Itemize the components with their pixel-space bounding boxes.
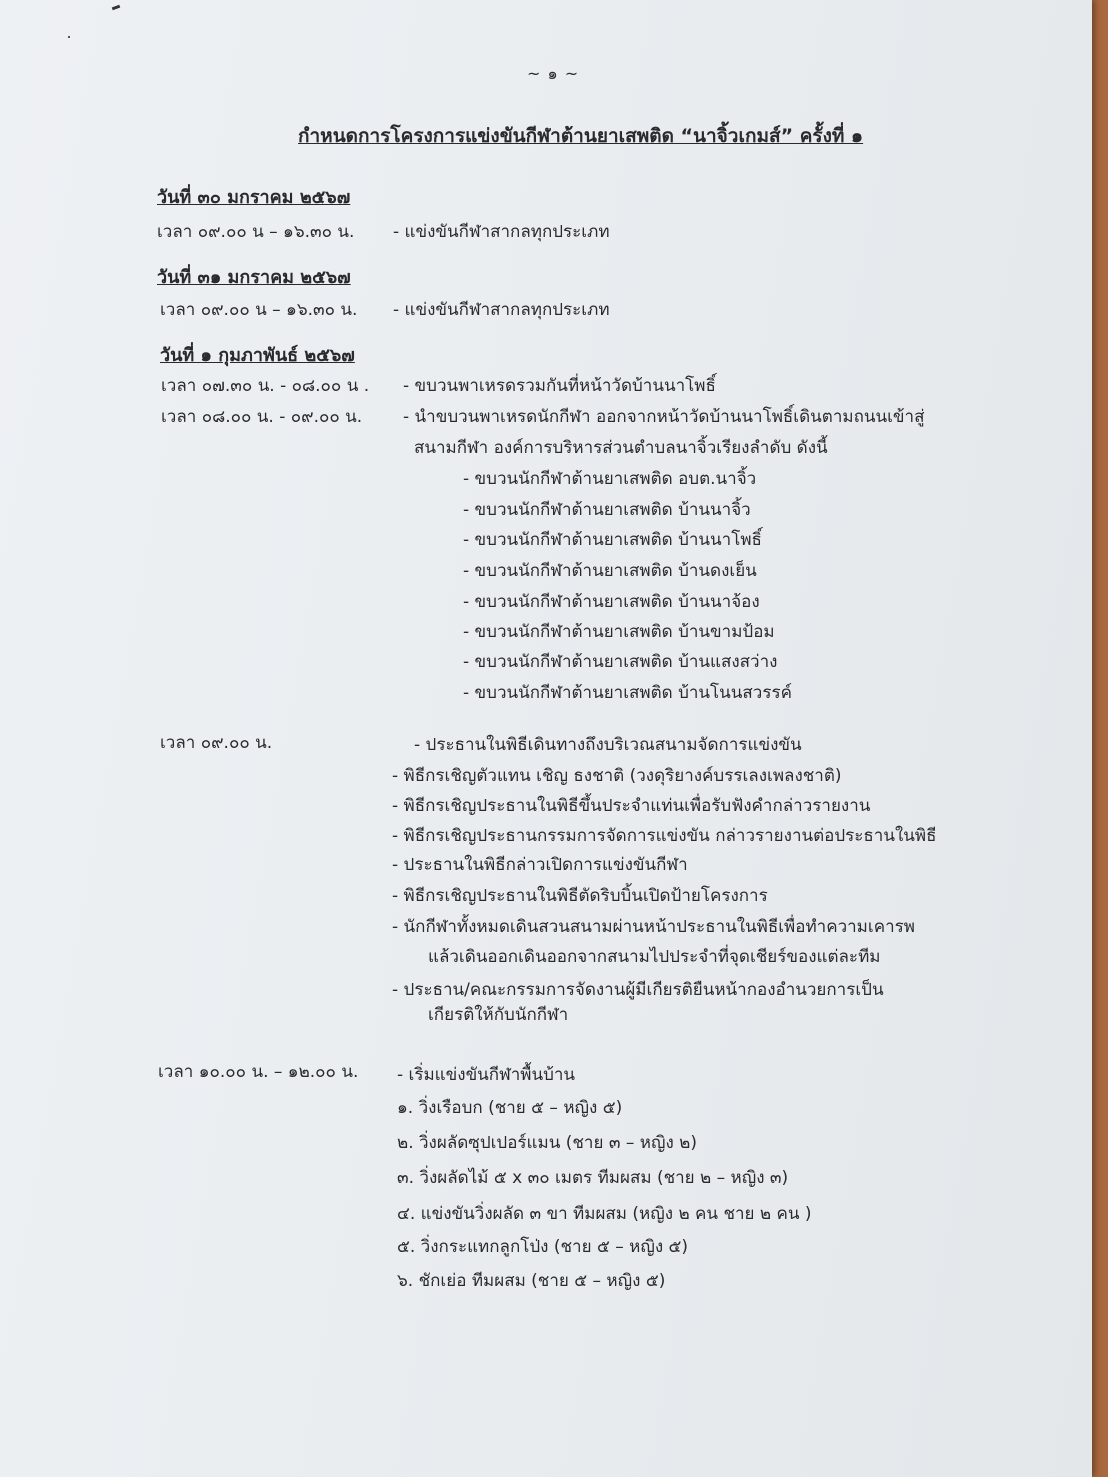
ceremony-item: - ประธานในพิธีเดินทางถึงบริเวณสนามจัดการแข่งขัน [414,735,802,755]
game-item: ๑. วิ่งเรือบก (ชาย ๕ – หญิง ๕) [397,1098,623,1118]
game-item: ๕. วิ่งกระแทกลูกโป่ง (ชาย ๕ – หญิง ๕) [397,1237,689,1257]
ceremony-item: - ประธาน/คณะกรรมการจัดงานผู้มีเกียรติยืนหน้ากองอำนวยการเป็น [392,980,884,1000]
ceremony-item-cont: เกียรติให้กับนักกีฬา [428,1005,569,1025]
ceremony-item: - พิธีกรเชิญตัวแทน เชิญ ธงชาติ (วงดุริยางค์บรรเลงเพลงชาติ) [392,766,842,786]
ceremony-item: - พิธีกรเชิญประธานกรรมการจัดการแข่งขัน กล่าวรายงานต่อประธานในพิธี [392,826,937,846]
game-item: ๖. ชักเย่อ ทีมผสม (ชาย ๕ – หญิง ๕) [397,1271,666,1291]
game-item: ๓. วิ่งผลัดไม้ ๕ x ๓๐ เมตร ทีมผสม (ชาย ๒ – หญิง ๓) [397,1168,789,1188]
parade-item: - ขบวนนักกีฬาต้านยาเสพติด บ้านแสงสว่าง [463,652,778,672]
parade-item: - ขบวนนักกีฬาต้านยาเสพติด บ้านดงเย็น [463,561,757,581]
parade-item: - ขบวนนักกีฬาต้านยาเสพติด บ้านโนนสวรรค์ [463,683,792,703]
slot4-heading: - เริ่มแข่งขันกีฬาพื้นบ้าน [397,1065,576,1085]
ink-speck [68,36,70,38]
slot2-time: เวลา ๐๘.๐๐ น. - ๐๙.๐๐ น. [161,407,363,427]
ceremony-item: - พิธีกรเชิญประธานในพิธีขึ้นประจำแท่นเพื่อรับฟังคำกล่าวรายงาน [392,796,871,816]
parade-item: - ขบวนนักกีฬาต้านยาเสพติด บ้านนาจิ้ว [463,500,751,520]
day2-activity: - แข่งขันกีฬาสากลทุกประเภท [393,300,610,320]
page-number: ~ ๑ ~ [527,64,580,83]
ink-speck [112,5,121,11]
slot4-time: เวลา ๑๐.๐๐ น. – ๑๒.๐๐ น. [158,1062,359,1082]
slot3-time: เวลา ๐๙.๐๐ น. [160,733,273,753]
parade-item: - ขบวนนักกีฬาต้านยาเสพติด บ้านขามป้อม [463,622,775,642]
day1-activity: - แข่งขันกีฬาสากลทุกประเภท [393,222,610,242]
parade-item: - ขบวนนักกีฬาต้านยาเสพติด บ้านนาจ้อง [463,592,760,612]
ceremony-item: - พิธีกรเชิญประธานในพิธีตัดริบบิ้นเปิดป้ายโครงการ [392,886,768,906]
day2-date: วันที่ ๓๑ มกราคม ๒๕๖๗ [157,267,351,288]
slot2-activity-line1: - นำขบวนพาเหรดนักกีฬา ออกจากหน้าวัดบ้านนาโพธิ์เดินตามถนนเข้าสู่ [403,407,925,427]
game-item: ๔. แข่งขันวิ่งผลัด ๓ ขา ทีมผสม (หญิง ๒ คน ชาย ๒ คน ) [397,1204,812,1224]
parade-item: - ขบวนนักกีฬาต้านยาเสพติด บ้านนาโพธิ์ [463,530,762,550]
day1-date: วันที่ ๓๐ มกราคม ๒๕๖๗ [157,187,351,208]
ceremony-item: - ประธานในพิธีกล่าวเปิดการแข่งขันกีฬา [392,855,688,875]
slot1-time: เวลา ๐๗.๓๐ น. - ๐๘.๐๐ น . [161,376,370,396]
slot2-activity-line2: สนามกีฬา องค์การบริหารส่วนตำบลนาจิ้วเรียงลำดับ ดังนี้ [414,438,828,458]
day2-time: เวลา ๐๙.๐๐ น – ๑๖.๓๐ น. [160,300,358,320]
day1-time: เวลา ๐๙.๐๐ น – ๑๖.๓๐ น. [157,222,355,242]
day3-date: วันที่ ๑ กุมภาพันธ์ ๒๕๖๗ [160,345,355,366]
ceremony-item: - นักกีฬาทั้งหมดเดินสวนสนามผ่านหน้าประธานในพิธีเพื่อทำความเคารพ [392,917,915,937]
document-title: กำหนดการโครงการแข่งขันกีฬาต้านยาเสพติด “นาจิ้วเกมส์” ครั้งที่ ๑ [298,125,864,147]
slot1-activity: - ขบวนพาเหรดรวมกันที่หน้าวัดบ้านนาโพธิ์ [403,376,716,396]
game-item: ๒. วิ่งผลัดซุปเปอร์แมน (ชาย ๓ – หญิง ๒) [397,1133,697,1153]
ceremony-item-cont: แล้วเดินออกเดินออกจากสนามไปประจำที่จุดเชียร์ของแต่ละทีม [428,947,881,967]
parade-item: - ขบวนนักกีฬาต้านยาเสพติด อบต.นาจิ้ว [463,469,757,489]
